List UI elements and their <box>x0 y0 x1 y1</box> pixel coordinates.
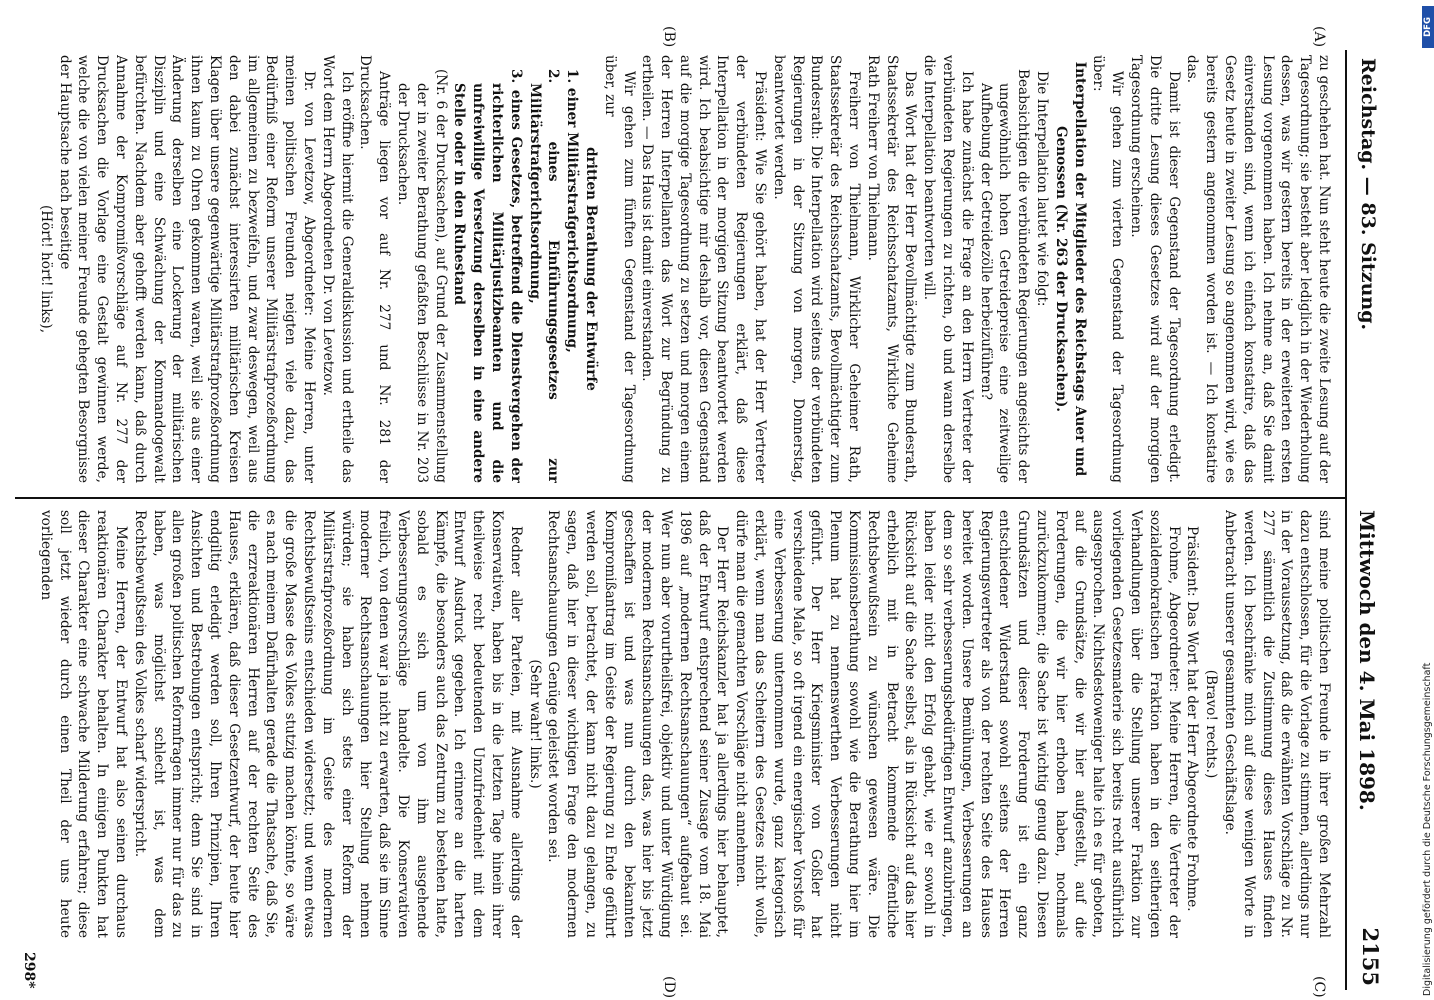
paragraph: Der Herr Reichskanzler hat ja allerdings hier behauptet, daß der Entwurf entsprechend seiner Zusage vom 18. Mai 1896 auf „modernen Rechtsanschauungen“ aufgebaut sei. Wer nun aber vorurtheilsfrei, objektiv und unter Würdigung der modernen Rechtsanschauungen das, was hier bis jetzt geschaffen ist und was nun durch den bekannten Kompromißantrag im Geiste der Regierung zu Ende geführt werden soll, betrachtet, der kann nicht dazu gelangen, zu sagen, daß hier in dieser wichtigen Frage den modernen Rechtsanschauungen Genüge geleistet worden sei. <box>545 510 731 938</box>
side-note-label: Digitalisierung gefördert durch die Deutsche Forschungsgemeinschaft <box>1422 662 1433 996</box>
margin-mark-c: (C) <box>1311 976 1327 998</box>
paragraph: Wir gehen zum fünften Gegenstand der Tagesordnung über, zur <box>601 55 637 483</box>
margin-mark-b: (B) <box>661 26 677 48</box>
speech-thielmann: Freiherr von Thielmann, Wirklicher Geheimer Rath, Staatssekretär des Reichsschatzamts, Bevollmächtigter zum Bundesrath: Die Interpellation wird seitens der verbündeten Regierungen in der Sitzung von morgen, Donnerstag, beantwortet werden. <box>770 55 863 483</box>
header-rule <box>1345 50 1347 990</box>
page-header <box>1339 0 1415 1000</box>
speech-frohme: Frohme, Abgeordneter: Meine Herren, die Vertreter der sozialdemokratischen Fraktion haben in den seitherigen Verhandlungen über die Stellung unserer Fraktion zur vorliegenden Gesetzesmaterie sich bereits recht ausführlich ausgesprochen. Nichtsdestoweniger halte ich es für geboten, auf die Grundsätze, die wir hier aufgestellt, auf die Forderungen, die wir hier erhoben haben, nochmals zurückzukommen; die Sache ist wichtig genug dazu. Diesen Grundsätzen und dieser Forderung ist ein ganz entschiedener Widerstand sowohl seitens der Herren Regierungsvertreter als von der rechten Seite des Hauses bereitet worden. Unsere Bemühungen, Verbesserungen an dem so sehr verbesserungsbedürftigen Entwurf anzubringen, haben leider nicht den Erfolg gehabt, wie er sowohl in Rücksicht auf die Sache selbst, als in Rücksicht auf das hier erheblich mit in Betracht kommende öffentliche Rechtsbewußtsein zu wünschen gewesen wäre. Die Kommissionsberathung sowohl wie die Berathung hier im Plenum hat zu nennenswerthen Verbesserungen nicht geführt. Der Herr Kriegsminister von Goßler hat verschiedene Male, so oft irgend ein energischer Vorstoß für eine Verbesserung unternommen wurde, ganz kategorisch erklärt, wenn man das Scheitern des Gesetzes nicht wolle, dürfe man die gemachten Vorschläge nicht annehmen. <box>733 510 1182 938</box>
list-item: 1. einer Militärstrafgerichtsordnung, <box>564 69 581 353</box>
interjection: (Hört! hört! links), <box>37 204 54 334</box>
paragraph: Meine Herren, der Entwurf hat also seinen durchaus reaktionären Charakter behalten. In einigen Punkten hat dieser Charakter eine schwache Milderung erfahren; diese soll jetzt wieder durch einen Theil der uns heute vorliegenden <box>37 510 129 938</box>
paragraph: Wir gehen zum vierten Gegenstand der Tagesordnung über: <box>1090 55 1126 483</box>
heading-interpellation: Interpellation der Mitglieder des Reichstags Auer und Genossen (Nr. 263 der Drucksachen). <box>1052 61 1088 477</box>
signature-mark: 298* <box>21 952 37 989</box>
paragraph: zu geschehen hat. Nun steht heute die zweite Lesung auf der Tagesordnung; sie besteht aber lediglich in der Wiederholung dessen, was wir gestern bereits in der erweiterten ersten Lesung vorgenommen haben. Ich nehme an, daß Sie damit einverstanden sind, wenn ich einfach konstatire, daß das Gesetz heute in zweiter Lesung so angenommen wird, wie es bereits gestern angenommen worden ist. — Ich konstatire das. <box>1184 55 1332 483</box>
digitization-side-note <box>1422 6 1434 996</box>
paragraph: Ich eröffne hiermit die Generaldiskussion und ertheile das Wort dem Herrn Abgeordneten Dr. von Levetzow. <box>319 55 355 483</box>
page-number: 2155 <box>1358 927 1383 986</box>
dfg-logo-text: DFG <box>1423 17 1433 37</box>
paragraph: Das Wort hat der Herr Bevollmächtigte zum Bundesrath, Staatssekretär des Reichsschatzamts, Wirkliche Geheime Rath Freiherr von Thielmann. <box>864 55 919 483</box>
speech-president: Präsident: Das Wort hat der Herr Abgeordnete Frohme. <box>1184 526 1201 912</box>
paragraph: (Nr. 6 der Drucksachen), auf Grund der Zusammenstellung der in zweiter Berathung gefaßten Beschlüsse in Nr. 203 der Drucksachen. <box>394 69 449 483</box>
quoted-interpellation: Beabsichtigen die verbündeten Regierungen angesichts der ungewöhnlich hohen Getreidepreise eine zeitweilige Aufhebung der Getreidezölle herbeizuführen? <box>977 69 1032 483</box>
list-item: 2. eines Einführungsgesetzes zur Militärstrafgerichtsordnung, <box>526 69 562 483</box>
paragraph: Anträge liegen vor auf Nr. 277 und Nr. 281 der Drucksachen. <box>357 55 393 483</box>
paragraph: Die Interpellation lautet wie folgt: <box>1034 71 1051 307</box>
speech-levetzow: Dr. von Levetzow, Abgeordneter: Meine Herren, unter meinen politischen Freunden neigten viele dazu, das Bedürfniß einer Reform unserer Militärstrafprozeßordnung im allgemeinen zu bezweifeln, und zwar deswegen, weil aus den dabei zunächst interessirten militärischen Kreisen Klagen über unsere gegenwärtige Militärstrafprozeßordnung ihnen kaum zu Ohren gekommen waren, weil sie aus einer Änderung derselben eine Lockerung der militärischen Disziplin und eine Schwächung der Kommandogewalt befürchten. Nachdem aber gehofft werden kann, daß durch Annahme der Kompromißvorschläge auf Nr. 277 der Drucksachen die Vorlage eine Gestalt gewinnen werde, welche die von vielen meiner Freunde gehegten Besorgnisse der Hauptsache nach beseitige <box>56 55 317 483</box>
right-column <box>13 510 1333 938</box>
list-item: 3. eines Gesetzes, betreffend die Dienstvergehen der richterlichen Militärjustizbeamten und die unfreiwillige Versetzung derselben in eine andere Stelle oder in den Ruhestand <box>451 69 524 483</box>
header-right: Mittwoch den 4. Mai 1898. <box>1355 510 1379 811</box>
paragraph: Damit ist dieser Gegenstand der Tagesordnung erledigt. Die dritte Lesung dieses Gesetzes wird auf der morgigen Tagesordnung erscheinen. <box>1128 55 1182 483</box>
left-column <box>13 55 1333 483</box>
interjection: (Sehr wahr! links.) <box>526 659 543 789</box>
column-divider <box>15 497 1345 499</box>
header-left: Reichstag. — 83. Sitzung. <box>1357 58 1379 331</box>
paragraph: Ich habe zunächst die Frage an den Herrn Vertreter der verbündeten Regierungen zu richten, ob und wann derselbe die Interpellation beantworten will. <box>921 55 975 483</box>
heading-third-reading: dritten Berathung der Entwürfe <box>582 147 599 391</box>
side-note-text <box>1422 6 1434 996</box>
margin-mark-a: (A) <box>1311 26 1327 48</box>
paragraph: Redner aller Parteien, mit Ausnahme allerdings der Konservativen, haben bis in die letzten Tage hinein ihrer theilweise recht bedeutenden Unzufriedenheit mit dem Entwurf Ausdruck gegeben. Ich erinnere an die harten Kämpfe, die besonders auch das Zentrum zu bestehen hatte, sobald es sich um von ihm ausgehende Verbesserungsvorschläge handelte. Die Konservativen freilich, von denen war ja nicht zu erwarten, daß sie im Sinne moderner Rechtsanschauungen hier Stellung nehmen würden; sie haben sich stets einer Reform der Militärstrafprozeßordnung im Geiste des modernen Rechtsbewußtseins entschieden widersetzt; und wenn etwas die große Masse des Volkes stutzig machen könnte, so wäre es nach meinem Dafürhalten gerade die Thatsache, daß Sie, die erzreaktionären Herren auf der rechten Seite des Hauses, erklären, daß dieser Gesetzentwurf, der heute hier endgiltig erledigt werden soll, Ihren Prinzipien, Ihren Ansichten und Bestrebungen entspricht; denn Sie sind in allen großen politischen Reformfragen immer nur für das zu haben, was möglichst schlecht ist, was dem Rechtsbewußtsein des Volkes scharf widerspricht. <box>131 510 524 938</box>
interjection: (Bravo! rechts.) <box>1203 669 1220 779</box>
margin-mark-d: (D) <box>661 976 677 999</box>
speech-president: Präsident: Wie Sie gehört haben, hat der Herr Vertreter der verbündeten Regierungen erklärt, daß diese Interpellation in der morgigen Sitzung beantwortet werden wird. Ich beabsichtige mir deshalb vor, diesen Gegenstand auf die morgige Tagesordnung zu setzen und morgen einem der Herren Interpellanten das Wort zur Begründung zu ertheilen. — Das Haus ist damit einverstanden. <box>639 55 769 483</box>
paragraph: sind meine politischen Freunde in ihrer großen Mehrzahl dazu entschlossen, für die Vorlage zu stimmen, allerdings nur in der Voraussetzung, daß die erwähnten Vorschläge zu Nr. 277 sämmtlich die Zustimmung dieses Hauses finden werden. Ich beschränke mich auf diese wenigen Worte in Anbetracht unserer gesammten Geschäftslage. <box>1222 510 1332 938</box>
